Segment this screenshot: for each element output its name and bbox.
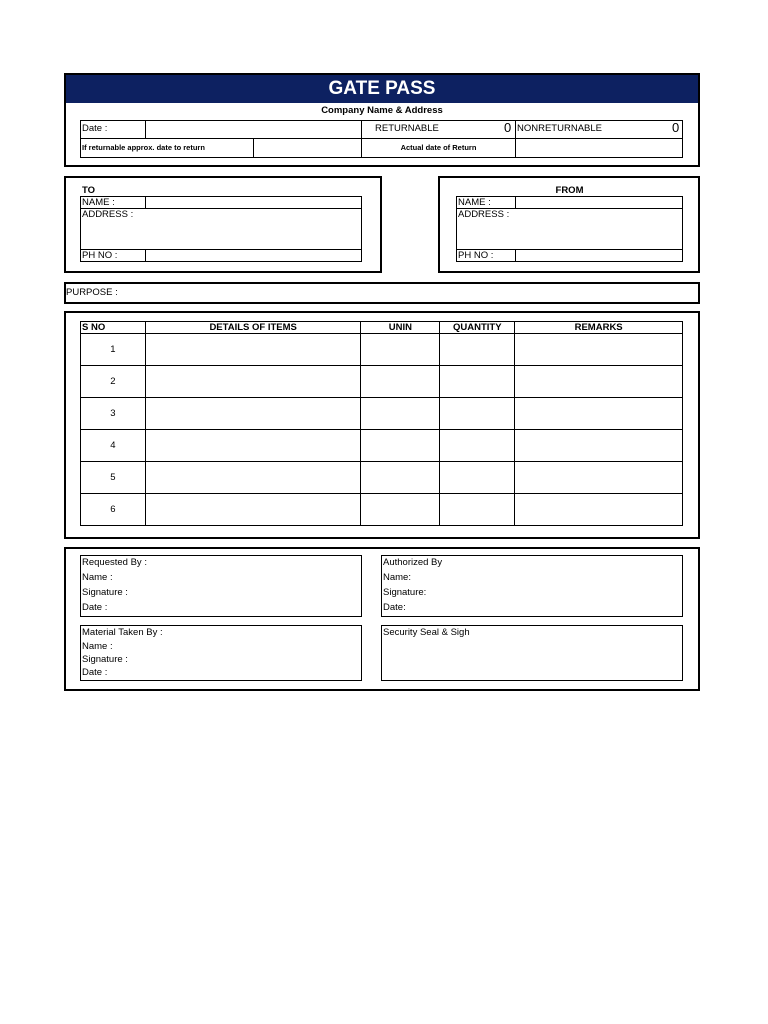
item-details-cell[interactable] [145, 366, 361, 398]
table-row [81, 334, 683, 366]
items-header-row [81, 322, 683, 334]
date-label: Date : [82, 123, 108, 134]
item-remarks-cell[interactable] [515, 494, 683, 526]
item-details-cell[interactable] [145, 430, 361, 462]
row-serial-number: 3 [81, 398, 146, 430]
item-quantity-cell[interactable] [440, 398, 515, 430]
column-header-unin: UNIN [361, 322, 440, 334]
company-name-address: Company Name & Address [321, 105, 443, 116]
actual-return-label: Actual date of Return [400, 143, 477, 152]
authorized-by-title: Authorized By [383, 557, 443, 568]
row-serial-number: 5 [81, 462, 146, 494]
actual-return-field[interactable] [515, 138, 683, 158]
requested-by-date-label: Date : [82, 602, 108, 613]
security-seal-title: Security Seal & Sigh [383, 627, 470, 638]
material-taken-by-date-label: Date : [82, 667, 108, 678]
material-taken-by-signature-label: Signature : [82, 654, 128, 665]
page-title: GATE PASS [66, 75, 698, 103]
table-row [81, 462, 683, 494]
nonreturnable-value: 0 [672, 120, 680, 135]
item-quantity-cell[interactable] [440, 462, 515, 494]
purpose-label: PURPOSE : [66, 287, 118, 298]
returnable-value: 0 [504, 120, 512, 135]
approx-return-label: If returnable approx. date to return [82, 143, 205, 152]
requested-by-signature-label: Signature : [82, 587, 128, 598]
item-details-cell[interactable] [145, 334, 361, 366]
from-address-label: ADDRESS : [458, 209, 510, 220]
item-unit-cell[interactable] [361, 398, 440, 430]
table-row [81, 366, 683, 398]
returnable-label: RETURNABLE [375, 123, 439, 134]
table-row [81, 398, 683, 430]
column-header-remarks: REMARKS [515, 322, 683, 334]
column-header-quantity: QUANTITY [440, 322, 515, 334]
item-quantity-cell[interactable] [440, 366, 515, 398]
requested-by-name-label: Name : [82, 572, 113, 583]
item-remarks-cell[interactable] [515, 366, 683, 398]
to-phone-label: PH NO : [82, 250, 118, 261]
item-unit-cell[interactable] [361, 430, 440, 462]
item-quantity-cell[interactable] [440, 430, 515, 462]
item-unit-cell[interactable] [361, 334, 440, 366]
row-serial-number: 1 [81, 334, 146, 366]
item-details-cell[interactable] [145, 398, 361, 430]
item-remarks-cell[interactable] [515, 334, 683, 366]
item-quantity-cell[interactable] [440, 334, 515, 366]
from-name-label: NAME : [458, 197, 491, 208]
from-phone-field[interactable] [515, 249, 683, 262]
item-quantity-cell[interactable] [440, 494, 515, 526]
authorized-by-date-label: Date: [383, 602, 406, 613]
material-taken-by-name-label: Name : [82, 641, 113, 652]
approx-return-field[interactable] [253, 138, 362, 158]
material-taken-by-title: Material Taken By : [82, 627, 163, 638]
from-phone-label: PH NO : [458, 250, 494, 261]
requested-by-title: Requested By : [82, 557, 147, 568]
authorized-by-signature-label: Signature: [383, 587, 427, 598]
items-table [80, 321, 683, 526]
item-remarks-cell[interactable] [515, 462, 683, 494]
item-details-cell[interactable] [145, 462, 361, 494]
row-serial-number: 6 [81, 494, 146, 526]
to-phone-field[interactable] [145, 249, 362, 262]
to-name-label: NAME : [82, 197, 115, 208]
row-serial-number: 2 [81, 366, 146, 398]
to-address-label: ADDRESS : [82, 209, 134, 220]
nonreturnable-label: NONRETURNABLE [517, 123, 602, 134]
row-serial-number: 4 [81, 430, 146, 462]
authorized-by-name-label: Name: [383, 572, 411, 583]
item-unit-cell[interactable] [361, 462, 440, 494]
from-heading: FROM [555, 185, 584, 196]
item-remarks-cell[interactable] [515, 398, 683, 430]
table-row [81, 494, 683, 526]
column-header-sno: S NO [81, 322, 146, 334]
date-field[interactable] [145, 120, 362, 139]
item-details-cell[interactable] [145, 494, 361, 526]
item-unit-cell[interactable] [361, 494, 440, 526]
to-heading: TO [82, 185, 96, 196]
table-row [81, 430, 683, 462]
item-unit-cell[interactable] [361, 366, 440, 398]
item-remarks-cell[interactable] [515, 430, 683, 462]
column-header-details: DETAILS OF ITEMS [145, 322, 361, 334]
purpose-field[interactable] [64, 282, 700, 304]
